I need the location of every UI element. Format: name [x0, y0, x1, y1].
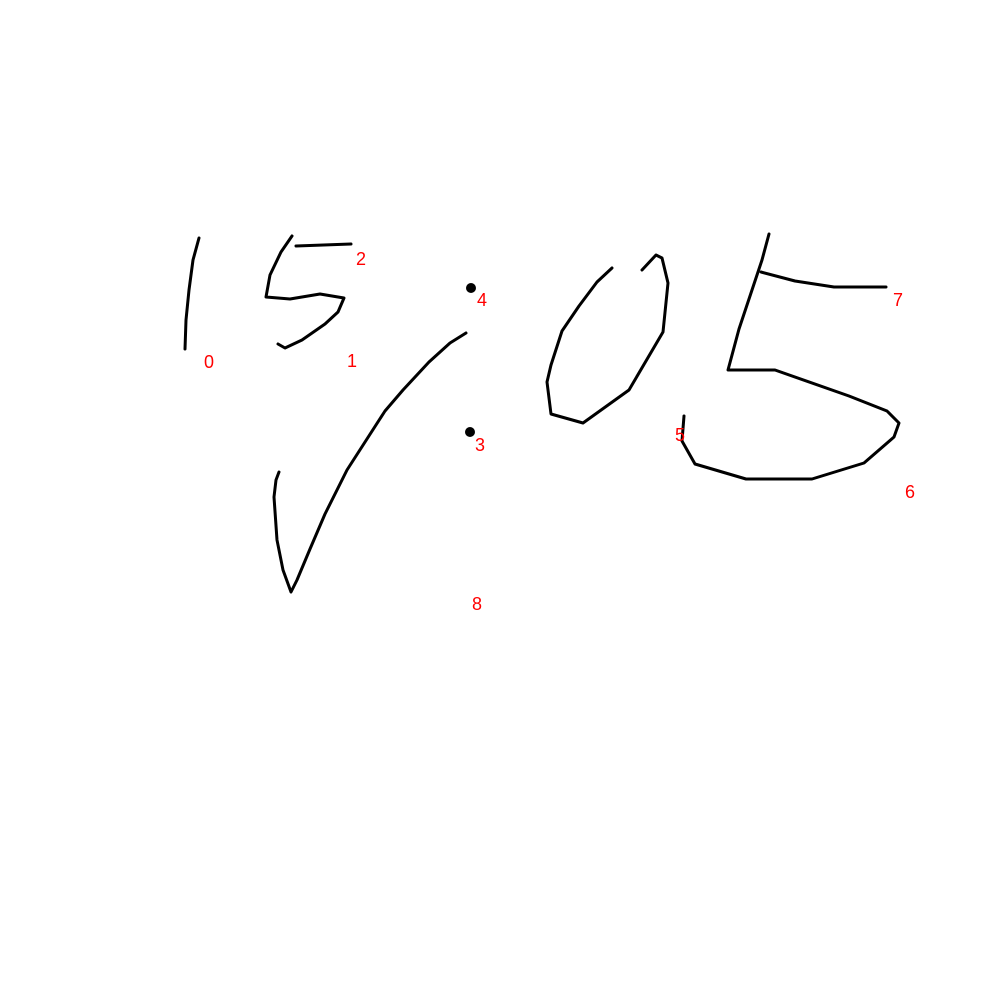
stroke-4-dot [466, 283, 476, 293]
stroke-2-path [296, 244, 351, 246]
stroke-3-dot [465, 427, 475, 437]
stroke-label-3: 3 [475, 435, 486, 455]
stroke-label-0: 0 [204, 352, 215, 372]
stroke-label-2: 2 [356, 249, 367, 269]
stroke-label-1: 1 [347, 351, 358, 371]
stroke-label-4: 4 [477, 290, 488, 310]
stroke-label-8: 8 [472, 594, 483, 614]
stroke-label-7: 7 [893, 290, 904, 310]
stroke-label-5: 5 [675, 425, 686, 445]
stroke-label-6: 6 [905, 482, 916, 502]
